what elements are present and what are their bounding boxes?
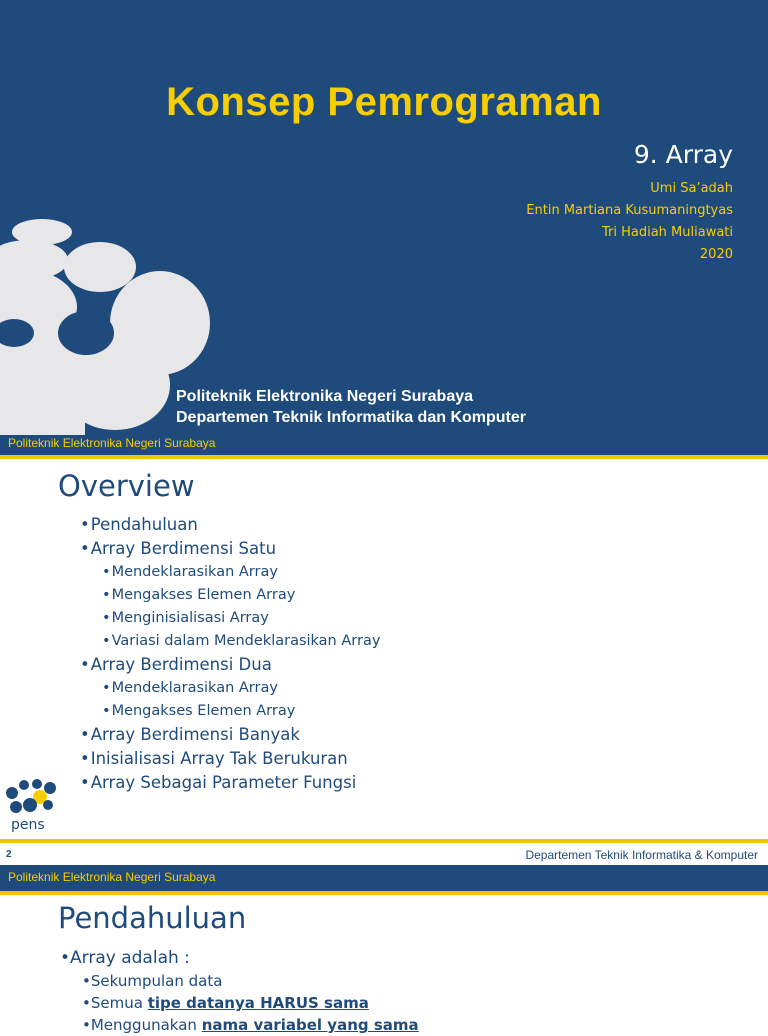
overview-topic — [80, 747, 380, 771]
publication-year: 2020 — [699, 247, 733, 262]
overview-topic — [80, 653, 380, 677]
institution-block — [176, 386, 526, 428]
overview-item-text: Inisialisasi Array Tak Berukuran — [90, 749, 348, 768]
list-item: •Sekumpulan data — [82, 972, 223, 990]
author-list — [526, 178, 733, 266]
pendahuluan-list — [60, 947, 419, 1036]
list-item: •Semua tipe datanya HARUS sama — [82, 994, 369, 1012]
overview-topic — [80, 537, 380, 561]
pendahuluan-slide — [0, 865, 768, 1034]
overview-item-text: Array Sebagai Parameter Fungsi — [90, 773, 357, 792]
bullet-glyph: • — [102, 680, 111, 696]
overview-topic — [80, 771, 380, 795]
title-slide — [0, 0, 768, 459]
overview-subtopic — [80, 607, 380, 630]
institution-name: Politeknik Elektronika Negeri Surabaya — [176, 388, 474, 405]
pens-logo — [0, 777, 70, 833]
overview-topic — [80, 723, 380, 747]
bullet-glyph: • — [80, 773, 90, 792]
overview-subtopic — [80, 584, 380, 607]
bullet-glyph: • — [80, 515, 90, 534]
author-name: Umi Sa’adah — [650, 181, 733, 196]
footer-department: Departemen Teknik Informatika & Komputer — [525, 848, 758, 862]
overview-slide — [0, 459, 768, 865]
pendahuluan-heading: Pendahuluan — [58, 901, 247, 935]
header-institution: Politeknik Elektronika Negeri Surabaya — [8, 870, 216, 884]
list-item-text: Menggunakan — [90, 1016, 202, 1034]
list-item-text: Array adalah : — [70, 948, 190, 968]
author-name: Tri Hadiah Muliawati — [601, 225, 733, 240]
footer-institution: Politeknik Elektronika Negeri Surabaya — [8, 436, 216, 450]
overview-item-text: Array Berdimensi Satu — [90, 539, 277, 558]
overview-item-text: Array Berdimensi Banyak — [90, 725, 300, 744]
bullet-glyph: • — [102, 564, 111, 580]
bullet-glyph: • — [80, 725, 90, 744]
overview-item-text: Mendeklarasikan Array — [111, 680, 278, 696]
chapter-subtitle: 9. Array — [633, 140, 733, 169]
footer-divider — [0, 839, 768, 843]
slide-header — [0, 865, 768, 895]
list-item-text: Sekumpulan data — [90, 972, 223, 990]
overview-subtopic — [80, 677, 380, 700]
emphasis-text: nama variabel yang sama — [201, 1016, 419, 1034]
overview-item-text: Menginisialisasi Array — [111, 610, 269, 626]
overview-list — [80, 513, 380, 795]
list-item-text: Semua — [90, 994, 148, 1012]
bullet-glyph: • — [102, 703, 111, 719]
emphasis-text: tipe datanya HARUS sama — [147, 994, 369, 1012]
bullet-glyph: • — [80, 539, 90, 558]
presentation-title: Konsep Pemrograman — [166, 80, 602, 124]
bullet-glyph: • — [102, 587, 111, 603]
overview-item-text: Mengakses Elemen Array — [111, 703, 296, 719]
list-item: •Array adalah : — [60, 948, 190, 968]
overview-item-text: Mendeklarasikan Array — [111, 564, 278, 580]
list-item: •Menggunakan nama variabel yang sama — [82, 1016, 419, 1034]
overview-item-text: Array Berdimensi Dua — [90, 655, 272, 674]
slide-footer — [0, 433, 768, 459]
bullet-glyph: • — [102, 633, 111, 649]
overview-subtopic — [80, 561, 380, 584]
department-name: Departemen Teknik Informatika dan Komputer — [176, 409, 526, 426]
overview-heading: Overview — [58, 469, 195, 503]
overview-item-text: Pendahuluan — [90, 515, 198, 534]
page-number: 2 — [6, 849, 12, 860]
bullet-glyph: • — [80, 655, 90, 674]
author-name: Entin Martiana Kusumaningtyas — [526, 203, 733, 218]
overview-topic — [80, 513, 380, 537]
overview-item-text: Variasi dalam Mendeklarasikan Array — [111, 633, 381, 649]
overview-item-text: Mengakses Elemen Array — [111, 587, 296, 603]
bullet-glyph: • — [102, 610, 111, 626]
pens-logo-wordmark: pens — [11, 817, 45, 833]
overview-subtopic — [80, 630, 380, 653]
overview-subtopic — [80, 700, 380, 723]
bullet-glyph: • — [80, 749, 90, 768]
